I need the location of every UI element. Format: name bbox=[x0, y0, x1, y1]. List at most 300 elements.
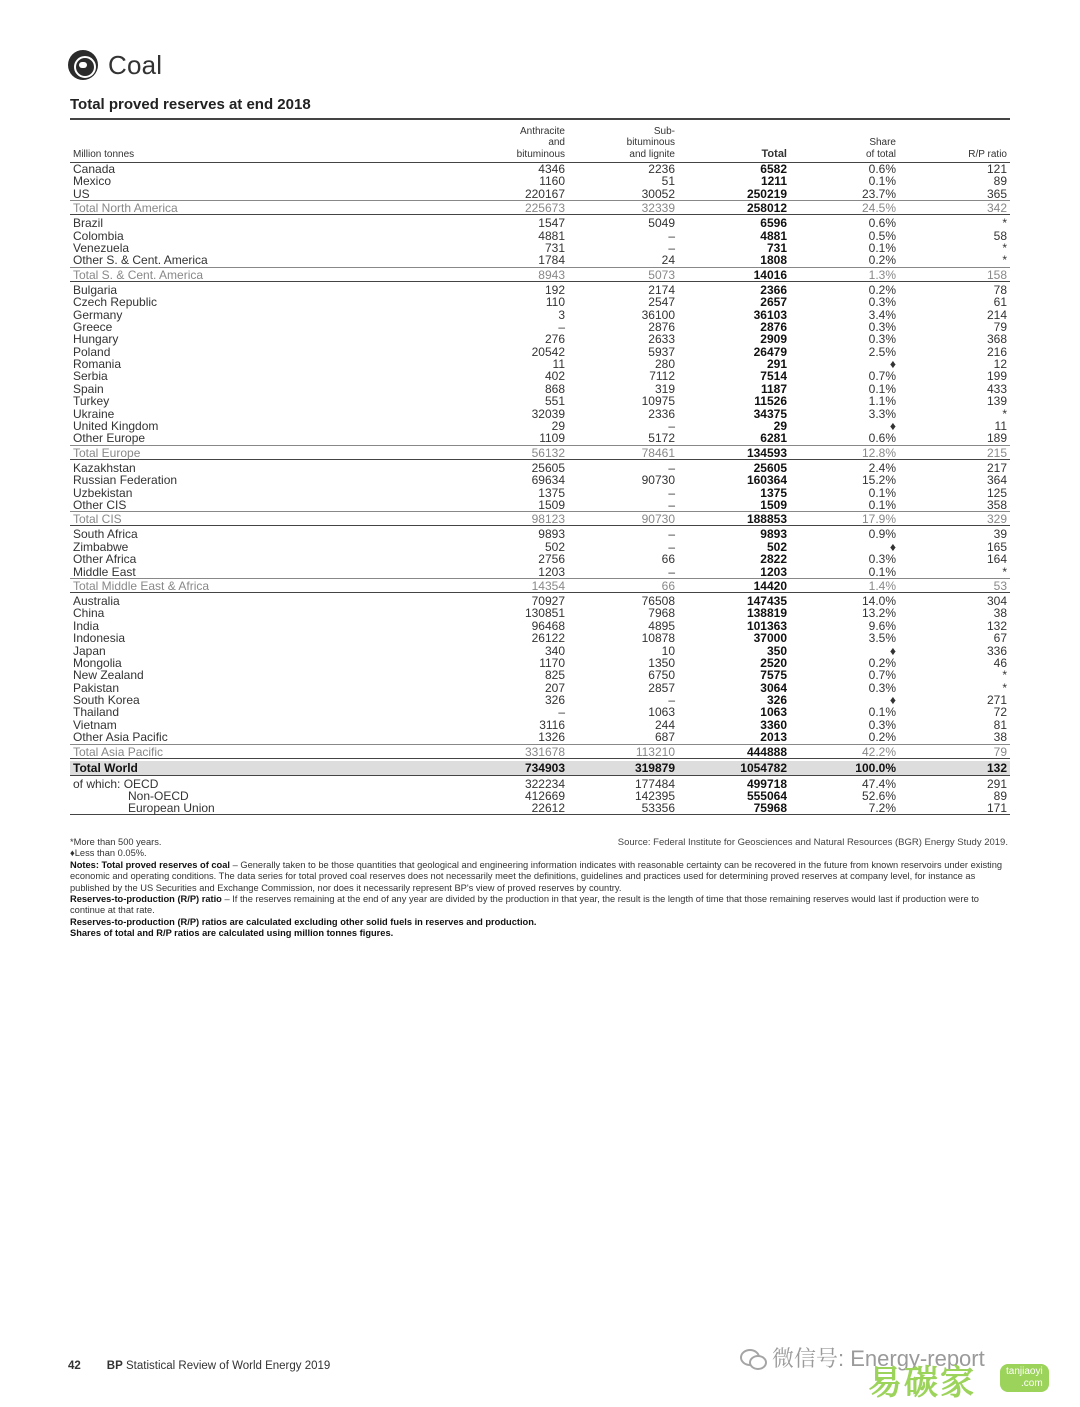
table-row bbox=[70, 731, 1010, 743]
table-cell: 130851 bbox=[524, 606, 565, 621]
table-cell: 53356 bbox=[641, 801, 675, 816]
table-cell: 214 bbox=[986, 307, 1007, 322]
table-cell: 3.4% bbox=[868, 307, 896, 322]
table-cell: Total World bbox=[73, 760, 138, 775]
table-cell: Hungary bbox=[73, 332, 119, 347]
table-cell: Indonesia bbox=[73, 631, 126, 646]
table-cell: 2520 bbox=[760, 655, 787, 670]
table-cell: 38 bbox=[993, 606, 1007, 621]
table-cell: 90730 bbox=[641, 473, 675, 488]
table-cell: 555064 bbox=[746, 789, 787, 804]
table-cell: 244 bbox=[654, 717, 675, 732]
table-cell: South Africa bbox=[73, 527, 138, 542]
table-cell: – bbox=[668, 564, 675, 579]
table-cell: 52.6% bbox=[861, 789, 896, 804]
table-cell: 11 bbox=[552, 357, 565, 372]
table-cell: 189 bbox=[986, 431, 1007, 446]
table-cell: 4895 bbox=[648, 618, 675, 633]
footnote-diamond: ♦Less than 0.05%. bbox=[70, 848, 147, 859]
table-cell: 29 bbox=[773, 419, 787, 434]
region-total-row bbox=[70, 744, 1010, 759]
table-cell: 13.2% bbox=[861, 606, 896, 621]
table-cell: 3064 bbox=[760, 680, 787, 695]
table-cell: 1375 bbox=[538, 485, 565, 500]
table-cell: 215 bbox=[986, 445, 1007, 460]
table-cell: 444888 bbox=[746, 744, 787, 759]
table-cell: 0.7% bbox=[868, 668, 896, 683]
table-cell: 6281 bbox=[760, 431, 787, 446]
table-cell: 5073 bbox=[648, 267, 675, 282]
table-cell: 502 bbox=[544, 539, 565, 554]
table-cell: 147435 bbox=[746, 593, 787, 608]
table-cell: 132 bbox=[986, 618, 1007, 633]
table-cell: 0.3% bbox=[868, 332, 896, 347]
table-cell: Other Africa bbox=[73, 552, 137, 567]
table-cell: 326 bbox=[544, 693, 565, 708]
table-cell: Colombia bbox=[73, 228, 124, 243]
table-cell: – bbox=[668, 527, 675, 542]
table-row bbox=[70, 706, 1010, 718]
table-cell: 34375 bbox=[753, 406, 787, 421]
table-cell: – bbox=[668, 460, 675, 475]
table-cell: 11526 bbox=[754, 394, 787, 409]
table-cell: Brazil bbox=[73, 216, 104, 231]
table-cell: 0.1% bbox=[868, 485, 896, 500]
table-cell: Ukraine bbox=[73, 406, 115, 421]
table-cell: 5172 bbox=[648, 431, 675, 446]
table-header-row bbox=[70, 120, 1010, 163]
table-cell: 47.4% bbox=[861, 776, 896, 791]
table-cell: 3116 bbox=[539, 717, 565, 732]
table-cell: 207 bbox=[544, 680, 565, 695]
table-cell: 1170 bbox=[539, 655, 565, 670]
table-cell: 5049 bbox=[648, 216, 675, 231]
table-cell: 70927 bbox=[531, 593, 565, 608]
table-cell: 2876 bbox=[648, 319, 675, 334]
table-cell: 3.5% bbox=[868, 631, 896, 646]
logo-watermark: 易碳家 bbox=[868, 1364, 976, 1402]
table-cell: 0.1% bbox=[868, 240, 896, 255]
table-cell: Canada bbox=[73, 162, 116, 176]
table-cell: 412669 bbox=[524, 789, 565, 804]
footnote-notes: Notes: Total proved reserves of coal – Generally taken to be those quantities that geological and engineering information indicates with reasonable certainty can be recovered in the future from known reservoirs under existing economic and operating conditions. The data series for total proved coal reserves does not necessarily meet the definitions, guidelines and practices used for determining proved reserves at company level, for instance as published by the US Securities and Exchange Commission, nor does it necessarily represent BP's view of proved reserves by country. bbox=[70, 859, 1003, 893]
table-cell: Non-OECD bbox=[128, 789, 189, 804]
table-cell: * bbox=[1002, 240, 1007, 255]
table-cell: South Korea bbox=[73, 693, 140, 708]
table-cell: 276 bbox=[544, 332, 565, 347]
table-row bbox=[70, 188, 1010, 200]
table-cell: Mongolia bbox=[73, 655, 122, 670]
footnote-bold-1: Reserves-to-production (R/P) ratios are calculated excluding other solid fuels in reserves and production. bbox=[70, 916, 537, 927]
table-cell: 3 bbox=[558, 307, 565, 322]
table-cell: 1784 bbox=[538, 253, 565, 268]
table-cell: 76508 bbox=[641, 593, 675, 608]
table-cell: Thailand bbox=[73, 705, 120, 720]
table-cell: 14354 bbox=[531, 578, 565, 593]
table-cell: 5937 bbox=[648, 344, 675, 359]
table-cell: 134593 bbox=[746, 445, 787, 460]
table-cell: Japan bbox=[73, 643, 106, 658]
table-cell: 138819 bbox=[746, 606, 787, 621]
table-cell: – bbox=[558, 705, 565, 720]
table-cell: 61 bbox=[993, 295, 1007, 310]
table-cell: 66 bbox=[661, 552, 675, 567]
table-cell: 24.5% bbox=[861, 201, 896, 216]
table-cell: 22612 bbox=[531, 801, 565, 816]
table-cell: – bbox=[668, 228, 675, 243]
table-cell: 98123 bbox=[531, 512, 565, 527]
table-cell: 0.2% bbox=[868, 282, 896, 297]
region-total-row bbox=[70, 200, 1010, 215]
table-cell: 14.0% bbox=[861, 593, 896, 608]
table-cell: 1211 bbox=[760, 174, 787, 189]
table-cell: Total North America bbox=[73, 201, 178, 216]
table-cell: 0.3% bbox=[868, 295, 896, 310]
table-cell: 164 bbox=[986, 552, 1007, 567]
table-cell: 89 bbox=[993, 174, 1007, 189]
table-cell: 329 bbox=[986, 512, 1007, 527]
table-cell: 4346 bbox=[538, 162, 565, 176]
table-cell: 14016 bbox=[753, 267, 787, 282]
region-total-row bbox=[70, 267, 1010, 282]
table-cell: 10 bbox=[661, 643, 675, 658]
table-cell: 12.8% bbox=[861, 445, 896, 460]
wechat-icon bbox=[740, 1347, 766, 1369]
table-cell: 280 bbox=[654, 357, 675, 372]
table-cell: 20542 bbox=[531, 344, 565, 359]
region-total-row bbox=[70, 578, 1010, 593]
table-cell: 825 bbox=[544, 668, 565, 683]
table-cell: 9893 bbox=[760, 527, 787, 542]
table-cell: * bbox=[1002, 406, 1007, 421]
table-cell: 165 bbox=[986, 539, 1007, 554]
table-cell: 2174 bbox=[648, 282, 675, 297]
table-cell: 402 bbox=[544, 369, 565, 384]
table-cell: Greece bbox=[73, 319, 113, 334]
table-cell: 177484 bbox=[634, 776, 675, 791]
table-cell: 10975 bbox=[641, 394, 675, 409]
table-row bbox=[70, 669, 1010, 681]
section-title: Coal bbox=[108, 49, 163, 80]
table-cell: 217 bbox=[986, 460, 1007, 475]
table-cell: 1.1% bbox=[868, 394, 896, 409]
table-cell: 2366 bbox=[760, 282, 787, 297]
publication-title: BP Statistical Review of World Energy 2019 bbox=[106, 1360, 331, 1372]
table-cell: 220167 bbox=[524, 186, 565, 201]
table-cell: 30052 bbox=[641, 186, 675, 201]
table-cell: 6750 bbox=[648, 668, 675, 683]
table-cell: 0.1% bbox=[868, 381, 896, 396]
table-cell: Middle East bbox=[73, 564, 136, 579]
table-cell: 2633 bbox=[648, 332, 675, 347]
table-cell: 734903 bbox=[524, 760, 565, 775]
table-cell: 142395 bbox=[634, 789, 675, 804]
table-cell: 2756 bbox=[538, 552, 565, 567]
table-cell: 1063 bbox=[760, 705, 787, 720]
coal-icon bbox=[68, 50, 98, 80]
table-cell: 171 bbox=[986, 801, 1007, 816]
table-cell: * bbox=[1002, 564, 1007, 579]
table-cell: Bulgaria bbox=[73, 282, 118, 297]
table-cell: 0.3% bbox=[868, 680, 896, 695]
table-cell: 6582 bbox=[760, 162, 787, 176]
table-cell: 4881 bbox=[760, 228, 787, 243]
table-cell: 0.2% bbox=[868, 730, 896, 745]
table-cell: ♦ bbox=[889, 419, 896, 434]
table-cell: 121 bbox=[986, 162, 1007, 176]
table-cell: of which: OECD bbox=[73, 776, 159, 791]
table-cell: 4881 bbox=[538, 228, 565, 243]
table-cell: Total CIS bbox=[73, 512, 122, 527]
table-cell: 322234 bbox=[524, 776, 565, 791]
table-cell: 69634 bbox=[531, 473, 565, 488]
table-cell: Other CIS bbox=[73, 497, 127, 512]
table-cell: 1509 bbox=[760, 497, 787, 512]
table-cell: 39 bbox=[993, 527, 1007, 542]
table-cell: 79 bbox=[993, 744, 1007, 759]
table-cell: 0.2% bbox=[868, 655, 896, 670]
header-subbituminous: Sub- bituminous and lignite bbox=[626, 125, 675, 160]
table-cell: 1808 bbox=[760, 253, 787, 268]
table-row bbox=[70, 333, 1010, 345]
table-cell: 502 bbox=[766, 539, 787, 554]
table-cell: Venezuela bbox=[73, 240, 130, 255]
table-cell: 188853 bbox=[746, 512, 787, 527]
table-cell: Other Europe bbox=[73, 431, 146, 446]
table-cell: 2657 bbox=[760, 295, 787, 310]
table-cell: 199 bbox=[986, 369, 1007, 384]
table-cell: 26479 bbox=[753, 344, 787, 359]
table-cell: 113210 bbox=[635, 744, 675, 759]
table-cell: 38 bbox=[993, 730, 1007, 745]
table-cell: – bbox=[668, 419, 675, 434]
table-cell: 32039 bbox=[531, 406, 565, 421]
domain-watermark: tanjiaoyi .com bbox=[1000, 1364, 1049, 1392]
table-cell: 2876 bbox=[760, 319, 787, 334]
of-which-row bbox=[70, 802, 1010, 814]
table-row bbox=[70, 175, 1010, 187]
table-cell: 336 bbox=[986, 643, 1007, 658]
table-cell: Total Asia Pacific bbox=[73, 744, 164, 759]
table-cell: 56132 bbox=[531, 445, 565, 460]
table-cell: 1203 bbox=[760, 564, 787, 579]
table-cell: Russian Federation bbox=[73, 473, 178, 488]
table-cell: Germany bbox=[73, 307, 123, 322]
table-cell: 1.4% bbox=[868, 578, 896, 593]
table-cell: 868 bbox=[544, 381, 565, 396]
table-cell: 0.3% bbox=[868, 319, 896, 334]
table-cell: 499718 bbox=[746, 776, 787, 791]
table-cell: 364 bbox=[986, 473, 1007, 488]
table-cell: 731 bbox=[544, 240, 565, 255]
table-cell: 11 bbox=[994, 419, 1007, 434]
table-cell: 90730 bbox=[641, 512, 675, 527]
table-cell: Turkey bbox=[73, 394, 110, 409]
table-cell: 15.2% bbox=[861, 473, 896, 488]
table-cell: * bbox=[1002, 680, 1007, 695]
table-cell: 6596 bbox=[760, 216, 787, 231]
table-cell: ♦ bbox=[889, 693, 896, 708]
table-cell: 216 bbox=[986, 344, 1007, 359]
table-cell: 9.6% bbox=[868, 618, 896, 633]
table-cell: 358 bbox=[986, 497, 1007, 512]
table-cell: – bbox=[558, 319, 565, 334]
table-cell: 75968 bbox=[753, 801, 787, 816]
table-cell: ♦ bbox=[889, 643, 896, 658]
table-cell: 0.3% bbox=[868, 717, 896, 732]
table-cell: 89 bbox=[993, 789, 1007, 804]
table-cell: 192 bbox=[544, 282, 565, 297]
table-cell: European Union bbox=[128, 801, 215, 816]
footnote-rp: Reserves-to-production (R/P) ratio – If the reserves remaining at the end of any year are divided by the production in that year, the result is the length of time that those remaining reserves would last if production were to continue at that rate. bbox=[70, 894, 979, 916]
table-cell: ♦ bbox=[889, 357, 896, 372]
table-cell: 2822 bbox=[760, 552, 787, 567]
table-cell: Czech Republic bbox=[73, 295, 158, 310]
header-rp-ratio: R/P ratio bbox=[968, 148, 1007, 160]
table-row bbox=[70, 408, 1010, 420]
table-cell: 2.4% bbox=[868, 460, 896, 475]
table-row bbox=[70, 254, 1010, 266]
table-cell: 9893 bbox=[538, 527, 565, 542]
table-row bbox=[70, 346, 1010, 358]
table-cell: 3.3% bbox=[868, 406, 896, 421]
footnotes bbox=[70, 837, 1010, 940]
table-cell: 36100 bbox=[641, 307, 675, 322]
table-cell: 160364 bbox=[746, 473, 787, 488]
table-cell: – bbox=[668, 240, 675, 255]
table-cell: 1375 bbox=[760, 485, 787, 500]
table-row bbox=[70, 474, 1010, 486]
table-cell: Total S. & Cent. America bbox=[73, 267, 204, 282]
table-row bbox=[70, 553, 1010, 565]
table-cell: 100.0% bbox=[855, 760, 896, 775]
table-row bbox=[70, 682, 1010, 694]
table-cell: Total Middle East & Africa bbox=[73, 578, 210, 593]
table-cell: 0.2% bbox=[868, 253, 896, 268]
table-cell: 158 bbox=[986, 267, 1007, 282]
region-total-row bbox=[70, 511, 1010, 526]
footnote-bold-2: Shares of total and R/P ratios are calculated using million tonnes figures. bbox=[70, 928, 394, 939]
table-cell: 304 bbox=[986, 593, 1007, 608]
table-cell: 3360 bbox=[760, 717, 787, 732]
table-cell: 12 bbox=[993, 357, 1007, 372]
table-cell: * bbox=[1002, 253, 1007, 268]
table-cell: 2336 bbox=[648, 406, 675, 421]
table-cell: 326 bbox=[766, 693, 787, 708]
table-cell: 1054782 bbox=[740, 760, 787, 775]
table-row bbox=[70, 432, 1010, 444]
table-cell: 250219 bbox=[746, 186, 787, 201]
table-cell: 26122 bbox=[531, 631, 565, 646]
table-cell: 258012 bbox=[746, 201, 787, 216]
table-cell: Other Asia Pacific bbox=[73, 730, 168, 745]
table-cell: 0.1% bbox=[868, 497, 896, 512]
table-cell: Zimbabwe bbox=[73, 539, 129, 554]
table-cell: 8943 bbox=[538, 267, 565, 282]
table-cell: 1203 bbox=[538, 564, 565, 579]
table-cell: Mexico bbox=[73, 174, 112, 189]
table-row bbox=[70, 632, 1010, 644]
table-row bbox=[70, 217, 1010, 229]
table-cell: Vietnam bbox=[73, 717, 117, 732]
table-cell: India bbox=[73, 618, 100, 633]
table-cell: 42.2% bbox=[861, 744, 896, 759]
table-row bbox=[70, 528, 1010, 540]
table-cell: Other S. & Cent. America bbox=[73, 253, 208, 268]
table-cell: 7575 bbox=[760, 668, 787, 683]
table-cell: 271 bbox=[986, 693, 1007, 708]
table-cell: Romania bbox=[73, 357, 122, 372]
table-cell: 350 bbox=[766, 643, 787, 658]
footnote-star: *More than 500 years. bbox=[70, 837, 162, 847]
table-row bbox=[70, 607, 1010, 619]
table-cell: 2909 bbox=[760, 332, 787, 347]
table-cell: 1187 bbox=[760, 381, 787, 396]
table-cell: 0.1% bbox=[868, 705, 896, 720]
table-cell: 365 bbox=[986, 186, 1007, 201]
table-cell: 2236 bbox=[648, 162, 675, 176]
table-cell: 14420 bbox=[753, 578, 787, 593]
table-cell: 23.7% bbox=[861, 186, 896, 201]
table-cell: 125 bbox=[986, 485, 1007, 500]
table-cell: China bbox=[73, 606, 105, 621]
source-note: Source: Federal Institute for Geosciences and Natural Resources (BGR) Energy Study 2019. bbox=[617, 837, 1008, 848]
table-cell: 58 bbox=[993, 228, 1007, 243]
table-cell: 0.7% bbox=[868, 369, 896, 384]
table-cell: Australia bbox=[73, 593, 120, 608]
table-cell: 1063 bbox=[648, 705, 675, 720]
table-cell: 32339 bbox=[641, 201, 675, 216]
table-cell: 0.6% bbox=[868, 162, 896, 176]
table-cell: 0.1% bbox=[868, 174, 896, 189]
table-cell: 7514 bbox=[760, 369, 787, 384]
table-cell: 319 bbox=[654, 381, 675, 396]
table-cell: 78 bbox=[993, 282, 1007, 297]
table-cell: 1326 bbox=[538, 730, 565, 745]
table-title: Total proved reserves at end 2018 bbox=[70, 96, 311, 113]
table-cell: 51 bbox=[661, 174, 675, 189]
table-cell: 0.1% bbox=[868, 564, 896, 579]
table-cell: 29 bbox=[551, 419, 565, 434]
table-cell: 340 bbox=[544, 643, 565, 658]
table-cell: 36103 bbox=[753, 307, 787, 322]
table-cell: 0.9% bbox=[868, 527, 896, 542]
table-cell: United Kingdom bbox=[73, 419, 159, 434]
table-cell: 291 bbox=[766, 357, 787, 372]
table-cell: 731 bbox=[766, 240, 787, 255]
table-body bbox=[70, 163, 1010, 815]
table-cell: 1509 bbox=[538, 497, 565, 512]
table-cell: 110 bbox=[545, 295, 565, 310]
table-cell: 81 bbox=[993, 717, 1007, 732]
table-cell: Total Europe bbox=[73, 445, 141, 460]
table-cell: Uzbekistan bbox=[73, 485, 133, 500]
table-cell: 225673 bbox=[524, 201, 565, 216]
table-cell: 72 bbox=[993, 705, 1007, 720]
table-cell: 25605 bbox=[753, 460, 787, 475]
table-cell: Poland bbox=[73, 344, 111, 359]
table-cell: 67 bbox=[993, 631, 1007, 646]
table-cell: 17.9% bbox=[861, 512, 896, 527]
table-cell: 331678 bbox=[524, 744, 565, 759]
table-cell: * bbox=[1002, 216, 1007, 231]
table-cell: Pakistan bbox=[73, 680, 120, 695]
table-cell: 1160 bbox=[539, 174, 565, 189]
table-cell: 78461 bbox=[641, 445, 675, 460]
table-cell: 687 bbox=[654, 730, 675, 745]
table-cell: – bbox=[668, 539, 675, 554]
table-cell: 7968 bbox=[648, 606, 675, 621]
